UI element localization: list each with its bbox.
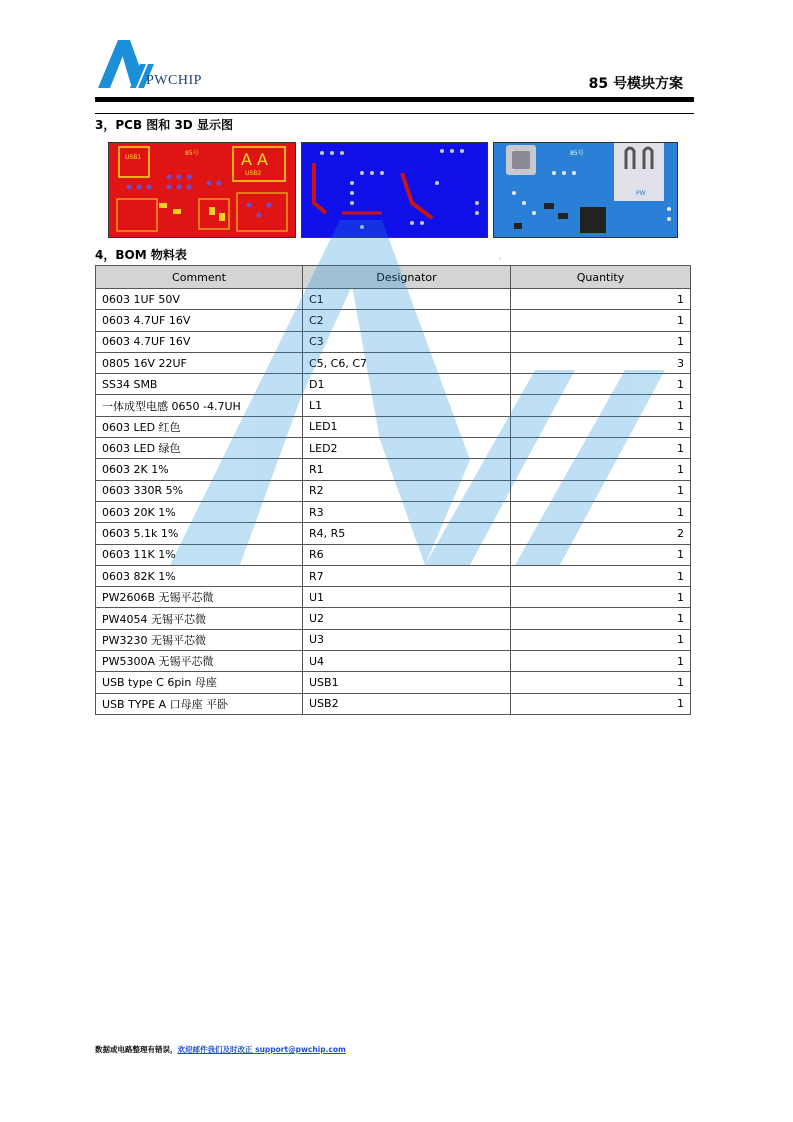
cell-designator: USB2 [303,693,511,714]
cell-comment: 0603 330R 5% [96,480,303,501]
cell-quantity: 1 [511,459,691,480]
cell-designator: C5, C6, C7 [303,352,511,373]
table-row [96,310,691,331]
footer-text: 数据或电路整理有错误， [95,1045,178,1054]
cell-quantity: 1 [511,565,691,586]
logo-text: PWCHIP [146,73,202,88]
cell-quantity: 1 [511,651,691,672]
cell-quantity: 1 [511,608,691,629]
cell-comment: 0603 82K 1% [96,565,303,586]
cell-designator: U3 [303,629,511,650]
section-bom-title: 4，BOM 物料表 [95,248,187,262]
cell-comment: PW5300A 无锡平芯微 [96,651,303,672]
cell-designator: C3 [303,331,511,352]
table-row [96,374,691,395]
table-row [96,438,691,459]
cell-comment: SS34 SMB [96,374,303,395]
cell-quantity: 1 [511,693,691,714]
pcb-label-usb1: USB1 [125,154,142,161]
table-row [96,480,691,501]
table-row [96,459,691,480]
pcb-label-usb2: USB2 [245,170,262,177]
col-header-designator: Designator [303,266,511,289]
cell-quantity: 1 [511,331,691,352]
table-row [96,693,691,714]
table-row [96,651,691,672]
cell-quantity: 3 [511,352,691,373]
table-row [96,629,691,650]
cell-designator: U4 [303,651,511,672]
cell-quantity: 1 [511,438,691,459]
table-row [96,587,691,608]
cell-comment: 0603 4.7UF 16V [96,310,303,331]
cell-designator: R7 [303,565,511,586]
cell-comment: 0603 5.1k 1% [96,523,303,544]
cell-designator: U2 [303,608,511,629]
table-row [96,395,691,416]
cell-quantity: 1 [511,629,691,650]
cell-comment: 0603 11K 1% [96,544,303,565]
cell-designator: R4, R5 [303,523,511,544]
cell-designator: D1 [303,374,511,395]
cell-quantity: 1 [511,416,691,437]
cell-quantity: 1 [511,480,691,501]
cell-designator: LED2 [303,438,511,459]
pcb-top-image [108,142,296,238]
cell-comment: PW4054 无锡平芯微 [96,608,303,629]
pcb3d-label-pw: PW [636,190,646,197]
bom-header-row [96,266,691,289]
stray-dot: . [499,254,501,261]
cell-designator: LED1 [303,416,511,437]
header-rule-thick [95,97,694,102]
cell-comment: 一体成型电感 0650 -4.7UH [96,395,303,416]
col-header-quantity: Quantity [511,266,691,289]
cell-comment: PW2606B 无锡平芯微 [96,587,303,608]
cell-comment: USB TYPE A 口母座 平卧 [96,693,303,714]
cell-comment: PW3230 无锡平芯微 [96,629,303,650]
bom-table [95,265,691,715]
cell-quantity: 1 [511,672,691,693]
table-row [96,416,691,437]
doc-title: 85 号模块方案 [588,76,683,92]
cell-comment: USB type C 6pin 母座 [96,672,303,693]
cell-designator: C2 [303,310,511,331]
cell-quantity: 1 [511,374,691,395]
cell-comment: 0603 LED 红色 [96,416,303,437]
footer-support-link[interactable]: 欢迎邮件我们及时改正 support@pwchip.com [177,1045,346,1054]
cell-designator: R3 [303,501,511,522]
cell-comment: 0603 4.7UF 16V [96,331,303,352]
cell-quantity: 1 [511,501,691,522]
cell-quantity: 1 [511,544,691,565]
cell-comment: 0603 1UF 50V [96,289,303,310]
table-row [96,565,691,586]
cell-quantity: 2 [511,523,691,544]
section-pcb-title: 3，PCB 图和 3D 显示图 [95,118,233,132]
table-row [96,523,691,544]
cell-quantity: 1 [511,395,691,416]
cell-designator: USB1 [303,672,511,693]
table-row [96,672,691,693]
col-header-comment: Comment [96,266,303,289]
pcb-bottom-image [301,142,488,238]
cell-comment: 0603 LED 绿色 [96,438,303,459]
cell-designator: R1 [303,459,511,480]
table-row [96,608,691,629]
cell-designator: L1 [303,395,511,416]
pcb-3d-image [493,142,678,238]
pcb-label-85: 85号 [185,150,199,157]
cell-quantity: 1 [511,587,691,608]
header-rule-thin [95,113,694,114]
table-row [96,544,691,565]
cell-designator: R6 [303,544,511,565]
pcb3d-label-85: 85号 [570,150,584,157]
table-row [96,289,691,310]
pcb-label-aa: A A [241,150,268,169]
cell-designator: U1 [303,587,511,608]
cell-quantity: 1 [511,289,691,310]
cell-quantity: 1 [511,310,691,331]
table-row [96,501,691,522]
table-row [96,331,691,352]
footer [95,1044,346,1055]
cell-comment: 0603 20K 1% [96,501,303,522]
cell-designator: C1 [303,289,511,310]
table-row [96,352,691,373]
cell-comment: 0805 16V 22UF [96,352,303,373]
cell-designator: R2 [303,480,511,501]
cell-comment: 0603 2K 1% [96,459,303,480]
